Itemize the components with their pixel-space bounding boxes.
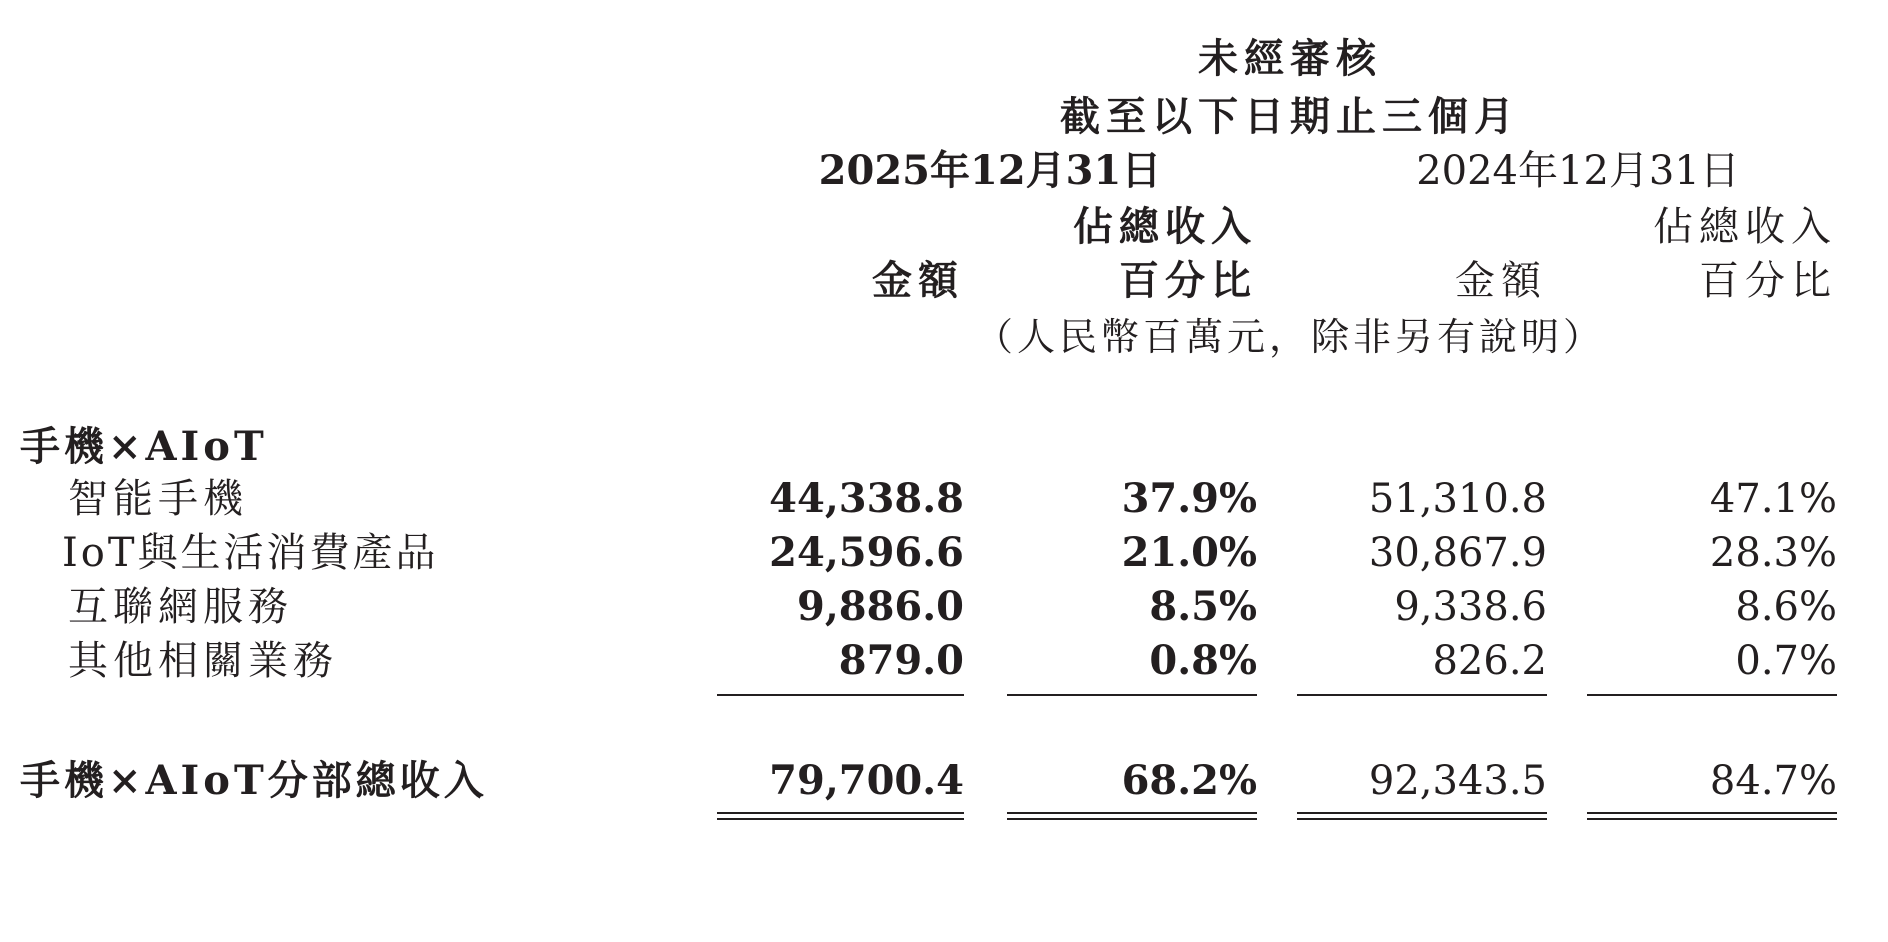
amount-2025-cell: 879.0 [838, 637, 964, 684]
amount-2024-cell: 9,338.6 [1394, 584, 1547, 630]
section-title: 手機×AIoT [20, 423, 268, 470]
pct-2024-cell: 28.3% [1709, 530, 1837, 576]
row-label: 其他相關業務 [68, 638, 338, 684]
total-double-rule-bottom [717, 818, 964, 820]
total-double-rule-top [717, 812, 964, 814]
pct-2025-heading-line2: 百分比 [1119, 257, 1257, 304]
pct-2025-heading-line1: 佔總收入 [1073, 203, 1257, 250]
total-amount-2025: 79,700.4 [769, 757, 964, 804]
amount-2024-cell: 826.2 [1432, 638, 1547, 684]
subtotal-rule [1007, 694, 1257, 696]
total-double-rule-top [1297, 812, 1547, 814]
pct-2024-cell: 47.1% [1709, 476, 1837, 522]
pct-2024-cell: 0.7% [1735, 638, 1837, 684]
date-2024-heading: 2024年12月31日 [1416, 148, 1740, 194]
amount-2025-cell: 24,596.6 [769, 529, 964, 576]
unit-note: （人民幣百萬元，除非另有說明） [974, 315, 1605, 359]
total-double-rule-bottom [1297, 818, 1547, 820]
pct-2024-cell: 8.6% [1735, 584, 1837, 630]
total-amount-2024: 92,343.5 [1368, 758, 1547, 804]
amount-2025-cell: 44,338.8 [769, 475, 964, 522]
pct-2024-heading-line1: 佔總收入 [1653, 204, 1837, 250]
period-heading: 截至以下日期止三個月 [1060, 93, 1520, 140]
total-double-rule-top [1007, 812, 1257, 814]
amount-2025-cell: 9,886.0 [796, 583, 964, 630]
date-2025-heading: 2025年12月31日 [818, 147, 1162, 194]
subtotal-rule [1587, 694, 1837, 696]
total-double-rule-bottom [1007, 818, 1257, 820]
subtotal-rule [717, 694, 964, 696]
amount-2024-cell: 30,867.9 [1368, 530, 1547, 576]
total-double-rule-top [1587, 812, 1837, 814]
total-pct-2025: 68.2% [1121, 757, 1257, 804]
amount-2024-cell: 51,310.8 [1368, 476, 1547, 522]
total-pct-2024: 84.7% [1709, 758, 1837, 804]
row-label: 互聯網服務 [68, 584, 293, 630]
row-label: 智能手機 [68, 476, 248, 522]
total-label: 手機×AIoT分部總收入 [20, 757, 488, 804]
amount-2025-heading: 金額 [872, 257, 964, 304]
pct-2025-cell: 8.5% [1149, 583, 1257, 630]
pct-2025-cell: 37.9% [1121, 475, 1257, 522]
pct-2024-heading-line2: 百分比 [1699, 258, 1837, 304]
pct-2025-cell: 21.0% [1121, 529, 1257, 576]
row-label: IoT與生活消費產品 [62, 530, 439, 576]
amount-2024-heading: 金額 [1455, 258, 1547, 304]
total-double-rule-bottom [1587, 818, 1837, 820]
subtotal-rule [1297, 694, 1547, 696]
unaudited-heading: 未經審核 [1198, 35, 1382, 82]
pct-2025-cell: 0.8% [1149, 637, 1257, 684]
